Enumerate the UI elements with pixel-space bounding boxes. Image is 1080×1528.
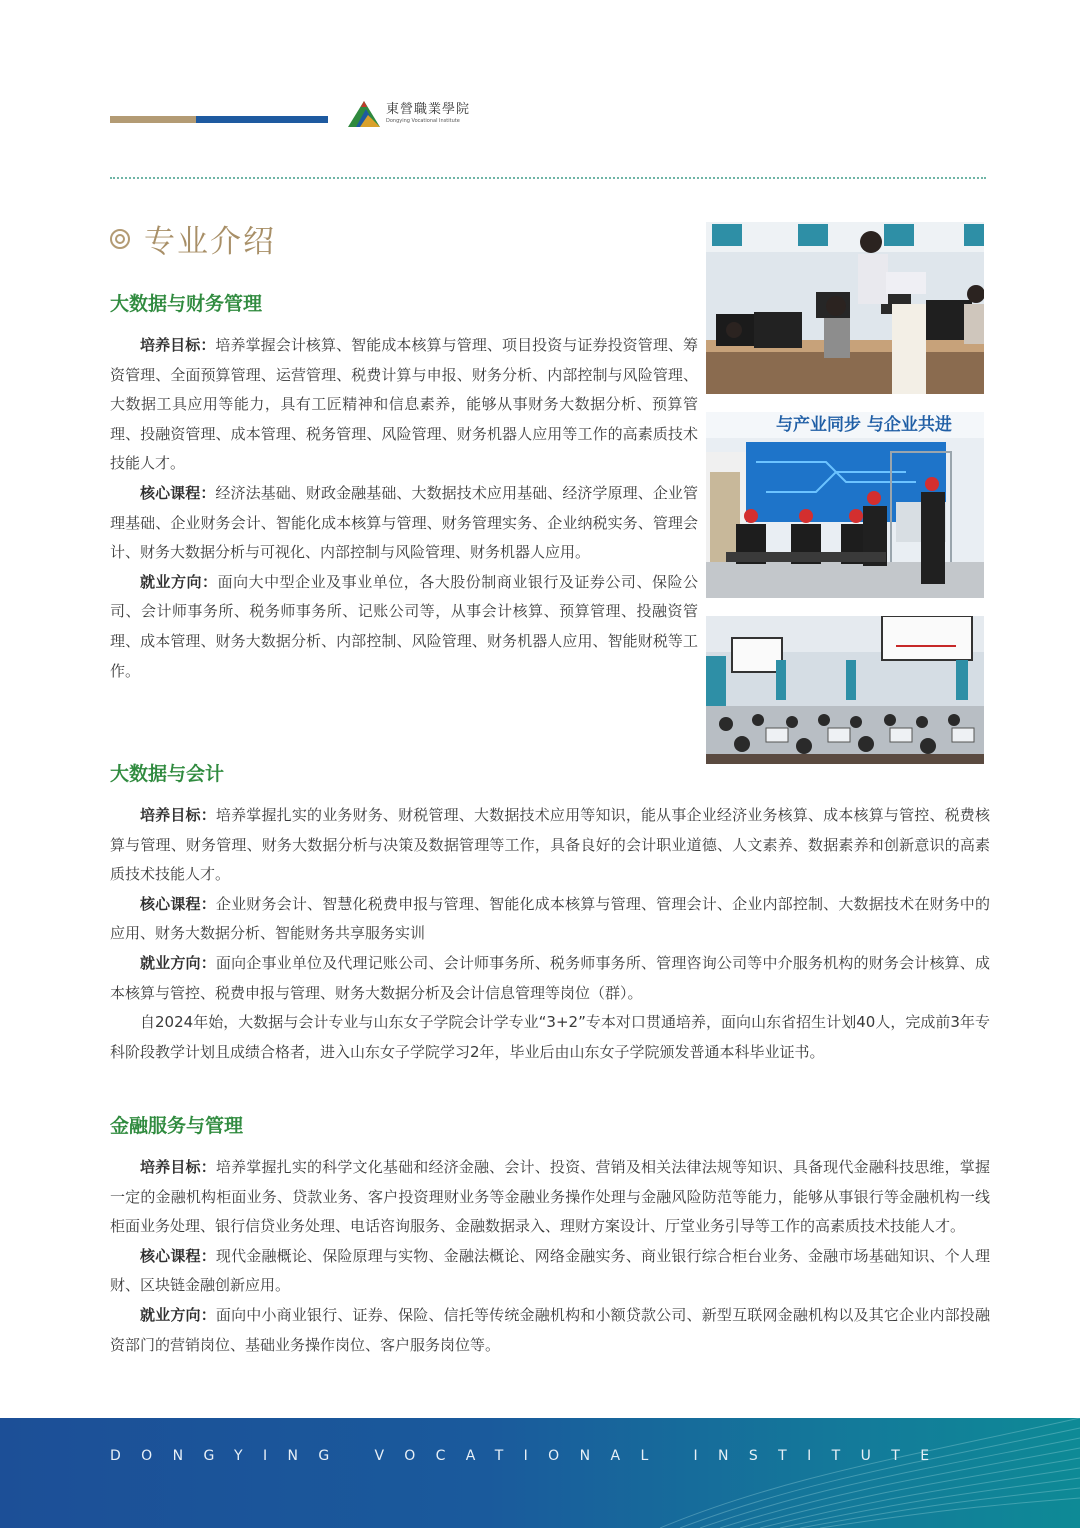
paragraph: [110, 1301, 990, 1360]
paragraph-text: 经济法基础、财政金融基础、大数据技术应用基础、经济学原理、企业管理基础、企业财务会计、智能化成本核算与管理、财务管理实务、企业纳税实务、管理会计、财务大数据分析与可视化、内部控制与风险管理、财务机器人应用。: [110, 483, 698, 562]
paragraph-text: 企业财务会计、智慧化税费申报与管理、智能化成本核算与管理、管理会计、企业内部控制、大数据技术在财务中的应用、财务大数据分析、智能财务共享服务实训: [110, 894, 990, 943]
paragraph-text: 培养掌握扎实的科学文化基础和经济金融、会计、投资、营销及相关法律法规等知识、具备现代金融科技思维，掌握一定的金融机构柜面业务、贷款业务、客户投资理财业务等金融业务操作处理与金融风险防范等能力，能够从事银行等金融机构一线柜面业务处理、银行信贷业务处理、电话咨询服务、金融数据录入、理财方案设计、厅堂业务引导等工作的高素质技术技能人才。: [110, 1158, 990, 1236]
major-title: 大数据与会计: [110, 763, 225, 785]
paragraph-text: 面向中小商业银行、证券、保险、信托等传统金融机构和小额贷款公司、新型互联网金融机构以及其它企业内部投融资部门的营销岗位、基础业务操作岗位、客户服务岗位等。: [110, 1305, 990, 1354]
paragraph-text: 自2024年始，大数据与会计专业与山东女子学院会计学专业“3+2”专本对口贯通培养，面向山东省招生计划40人，完成前3年专科阶段教学计划且成绩合格者，进入山东女子学院学习2年，毕业后由山东女子学院颁发普通本科毕业证书。: [110, 1013, 990, 1061]
paragraph: [110, 949, 990, 1008]
paragraph: [110, 1242, 990, 1301]
wave-lines-decoration: [660, 1418, 1080, 1528]
paragraph: [110, 479, 698, 568]
classroom-teacher-photo: [706, 222, 984, 394]
paragraph: [110, 1008, 990, 1067]
paragraph-label: 培养目标：: [140, 1158, 216, 1176]
section-title: 专业介绍: [144, 224, 276, 260]
paragraph: [110, 568, 698, 686]
header-bar-tan: [110, 116, 196, 123]
logo-name-en: Dongying Vocational Institute: [386, 117, 460, 124]
target-circle-icon: [110, 229, 130, 249]
training-room-photo: [706, 412, 984, 598]
banner-text: 与产业同步 与企业共进: [776, 415, 952, 435]
paragraph-label: 培养目标：: [140, 806, 216, 824]
paragraph: [110, 331, 698, 479]
paragraph-text: 面向企事业单位及代理记账公司、会计师事务所、税务师事务所、管理咨询公司等中介服务机构的财务会计核算、成本核算与管控、税费申报与管理、财务大数据分析及会计信息管理等岗位（群）。: [110, 953, 990, 1002]
paragraph-label: 核心课程：: [140, 1246, 216, 1265]
paragraph: [110, 801, 990, 890]
footer-band: [0, 1418, 1080, 1528]
paragraph-label: 培养目标：: [140, 336, 216, 354]
major-description: [110, 801, 990, 1067]
paragraph-label: 就业方向：: [140, 953, 216, 972]
paragraph: [110, 890, 990, 949]
header-bar-blue: [196, 116, 328, 123]
paragraph-label: 核心课程：: [140, 483, 216, 502]
major-description: [110, 331, 698, 686]
paragraph: [110, 1153, 990, 1242]
major-title: 大数据与财务管理: [110, 293, 263, 315]
institute-logo: [346, 96, 476, 130]
paragraph-label: 就业方向：: [140, 1305, 216, 1324]
logo-mountain-icon: [346, 97, 382, 129]
paragraph-text: 培养掌握会计核算、智能成本核算与管理、项目投资与证券投资管理、筹资管理、全面预算管理、运营管理、税费计算与申报、财务分析、内部控制与风险管理、大数据工具应用等能力，具有工匠精神和信息素养，能够从事财务大数据分析、预算管理、投融资管理、成本管理、税务管理、风险管理、财务机器人应用等工作的高素质技术技能人才。: [110, 336, 698, 473]
paragraph-label: 就业方向：: [140, 572, 218, 591]
logo-name-cn: 東營職業學院: [386, 101, 471, 117]
computer-lab-photo: [706, 616, 984, 764]
paragraph-text: 现代金融概论、保险原理与实物、金融法概论、网络金融实务、商业银行综合柜台业务、金融市场基础知识、个人理财、区块链金融创新应用。: [110, 1246, 990, 1295]
major-title: 金融服务与管理: [110, 1115, 244, 1137]
footer-institute-name: DONGYING VOCATIONAL INSTITUTE: [110, 1448, 950, 1464]
paragraph-text: 面向大中型企业及事业单位，各大股份制商业银行及证券公司、保险公司、会计师事务所、税务师事务所、记账公司等，从事会计核算、预算管理、投融资管理、成本管理、财务大数据分析、内部控制、风险管理、财务机器人应用、智能财税等工作。: [110, 572, 698, 680]
section-heading: [110, 216, 276, 261]
paragraph-text: 培养掌握扎实的业务财务、财税管理、大数据技术应用等知识，能从事企业经济业务核算、成本核算与管控、税费核算与管理、财务管理、财务大数据分析与决策及数据管理等工作，具备良好的会计职业道德、人文素养、数据素养和创新意识的高素质技术技能人才。: [110, 806, 990, 884]
dotted-divider: [110, 177, 986, 179]
paragraph-label: 核心课程：: [140, 894, 216, 913]
major-description: [110, 1153, 990, 1360]
